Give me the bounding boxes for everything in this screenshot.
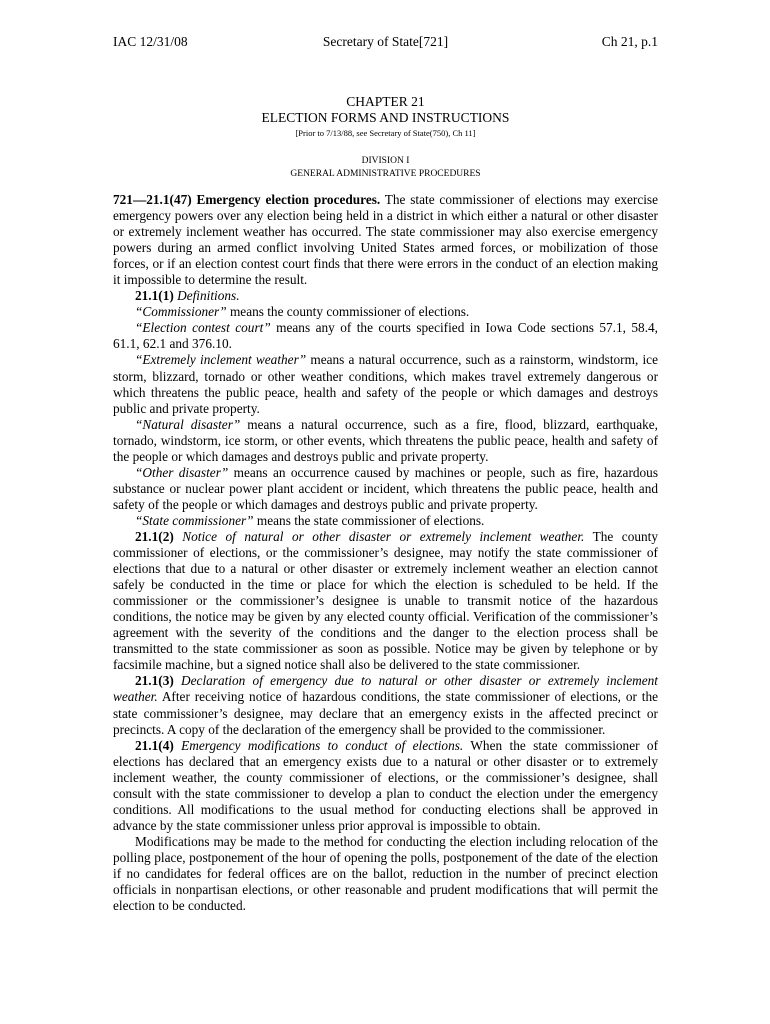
definition-term: “Extremely inclement weather”: [135, 352, 307, 368]
subrule-3-text: After receiving notice of hazardous conditions, the state commissioner of elections, or the state commissioner’s designee, may declare that an emergency exists in the affected precinct or precincts. A copy of the declaration of the emergency shall be provided to the commissioner.: [113, 689, 658, 737]
definition-text: means an occurrence caused by machines or people, such as fire, hazardous substance or nuclear power plant accident or incident, which threatens the public peace, health and safety of the people or which damages and destroys public and private property.: [113, 464, 658, 512]
subrule-1-heading: [113, 288, 658, 304]
definition-natural-disaster: [113, 417, 658, 465]
header-agency: Secretary of State[721]: [322, 34, 449, 49]
subrule-3-number: 21.1(3): [135, 673, 174, 689]
definition-term: “Commissioner”: [135, 304, 227, 320]
rule-text: The state commissioner of elections may exercise emergency powers over any election being held in a district in which either a natural or other disaster or extremely inclement weather has occurred. The state commissioner may also exercise emergency powers during an armed conflict involving United States armed forces, or mobilization of those forces, or if an election contest court finds that there were errors in the conduct of an election making it impossible to determine the result.: [113, 192, 658, 288]
subrule-2-number: 21.1(2): [135, 528, 174, 544]
chapter-heading: [113, 94, 658, 139]
subrule-4-number: 21.1(4): [135, 737, 174, 753]
definition-text: means a natural occurrence, such as a rainstorm, windstorm, ice storm, blizzard, tornado or other weather conditions, which makes travel extremely dangerous or which threatens the public peace, health and safety of the people or which damages and destroys public and private property.: [113, 352, 658, 416]
subrule-4-title: Emergency modifications to conduct of elections.: [173, 737, 464, 753]
definition-other-disaster: [113, 465, 658, 513]
definition-text: means any of the courts specified in Iowa Code sections 57.1, 58.4, 61.1, 62.1 and 376.10.: [113, 320, 658, 352]
subrule-4-paragraph: [113, 738, 658, 834]
header-date: IAC 12/31/08: [113, 34, 188, 49]
rule-heading: 721—21.1(47) Emergency election procedures.: [113, 192, 381, 207]
definition-text: means the county commissioner of elections.: [226, 304, 470, 320]
definition-term: “State commissioner”: [135, 512, 254, 528]
subrule-3-paragraph: [113, 673, 658, 737]
page-header: [113, 34, 658, 52]
subrule-2-title: Notice of natural or other disaster or extremely inclement weather.: [173, 528, 585, 544]
division-number: DIVISION I: [361, 156, 410, 166]
header-page-number: Ch 21, p.1: [601, 34, 658, 49]
document-body: [113, 192, 658, 914]
chapter-title: ELECTION FORMS AND INSTRUCTIONS: [261, 110, 510, 125]
definition-text: means the state commissioner of elections.: [253, 512, 485, 528]
subrule-1-number: 21.1(1): [135, 288, 174, 304]
subrule-2-paragraph: [113, 529, 658, 673]
subrule-1-title: Definitions.: [173, 288, 240, 304]
definition-term: “Other disaster”: [135, 464, 229, 480]
chapter-prior-note: [Prior to 7/13/88, see Secretary of State(750), Ch 11]: [295, 128, 476, 138]
division-title: GENERAL ADMINISTRATIVE PROCEDURES: [290, 169, 481, 179]
definition-state-commissioner: [113, 513, 658, 529]
subrule-4-text: When the state commissioner of elections has declared that an emergency exists due to a natural or other disaster or to extremely inclement weather, the county commissioner of elections, or the commissioner’s designee, shall consult with the state commissioner to develop a plan to conduct the election under the emergency conditions. All modifications to the usual method for conducting elections shall be approved in advance by the state commissioner unless prior approval is impossible to obtain.: [113, 737, 658, 833]
subrule-2-text: The county commissioner of elections, or the commissioner’s designee, may notify the state commissioner of elections that due to a natural or other disaster or extremely inclement weather an election cannot safely be conducted in the time or place for which the election is scheduled to be held. If the commissioner or the commissioner’s designee is unable to transmit notice of the hazardous conditions, the notice may be given by any elected county official. Verification of the commissioner’s agreement with the severity of the conditions and the danger to the election process shall be transmitted to the state commissioner as soon as possible. Notice may be given by telephone or by facsimile machine, but a signed notice shall also be delivered to the state commissioner.: [113, 528, 658, 673]
definition-text: means a natural occurrence, such as a fire, flood, blizzard, earthquake, tornado, windstorm, ice storm, or other events, which threatens the public peace, health and safety of the people or which damages and destroys public and private property.: [113, 416, 658, 464]
definition-commissioner: [113, 304, 658, 320]
definition-term: “Natural disaster”: [135, 416, 241, 432]
subrule-3-title: Declaration of emergency due to natural or other disaster or extremely inclement weather.: [113, 673, 658, 705]
chapter-number: CHAPTER 21: [346, 94, 425, 109]
definition-term: “Election contest court”: [135, 320, 271, 336]
modifications-paragraph: Modifications may be made to the method for conducting the election including relocation of the polling place, postponement of the hour of opening the polls, postponement of the date of the election if no candidates for federal offices are on the ballot, reduction in the number of precinct election officials in nonpartisan elections, or other reasonable and prudent modifications that will permit the election to be conducted.: [113, 833, 658, 914]
rule-paragraph: [113, 192, 658, 288]
definition-election-contest-court: [113, 320, 658, 352]
division-heading: [113, 155, 658, 181]
definition-extremely-inclement-weather: [113, 352, 658, 416]
